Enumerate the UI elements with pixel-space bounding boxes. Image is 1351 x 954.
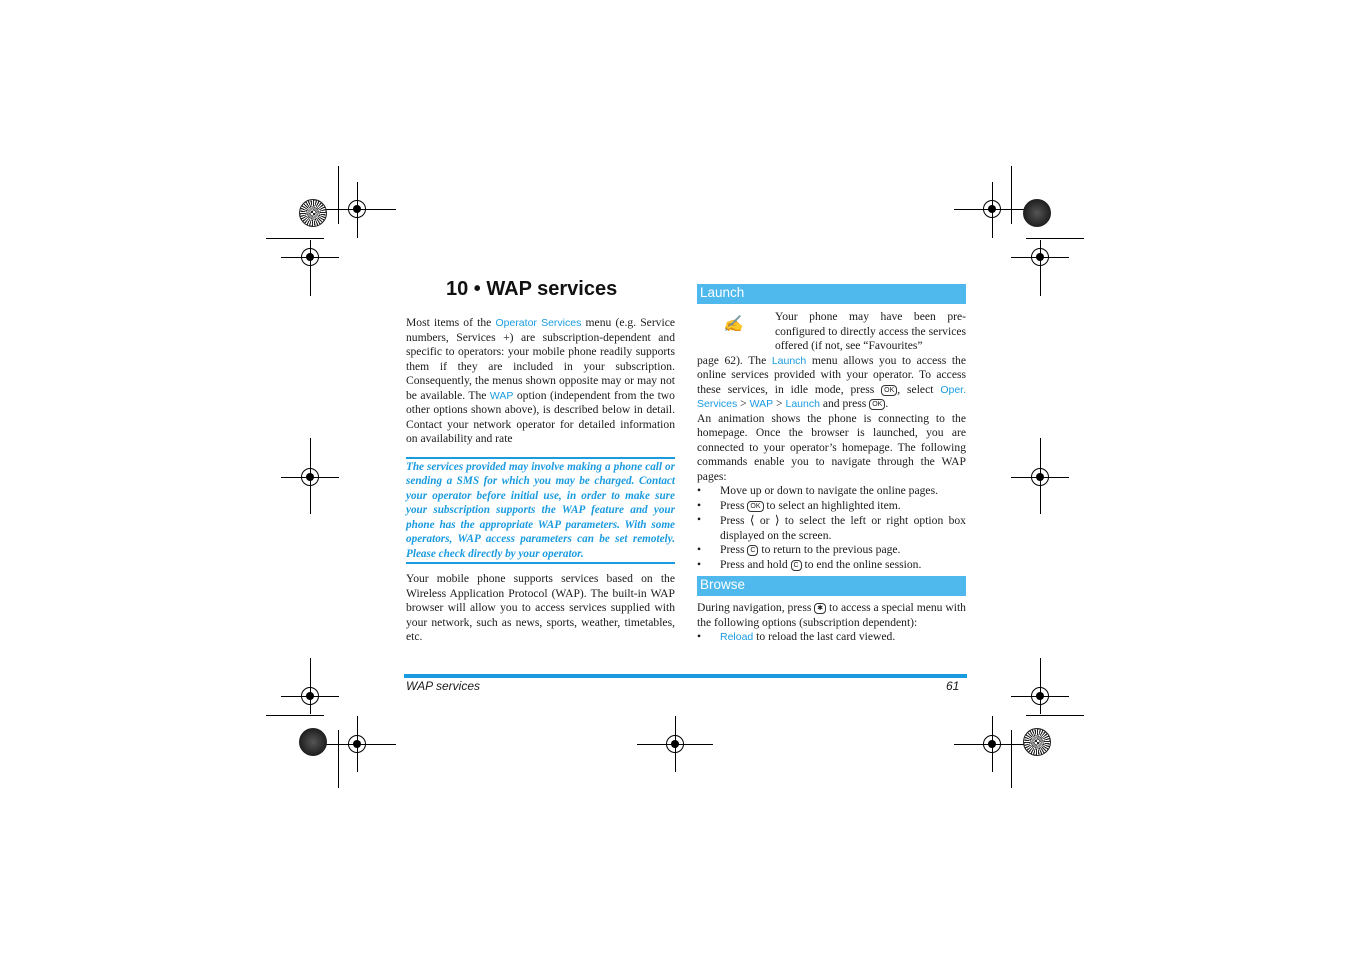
- registration-mark: [301, 468, 319, 486]
- browse-options-list: [697, 630, 966, 645]
- charges-note: The services provided may involve making a phone call or sending a SMS for which you may be charged. Contact your operator before initial use, in order to make sure your subscription supports the WAP feature and your phone has the appropriate WAP parameters. With some operators, WAP access parameters can be set remotely. Please check directly by your operator.: [406, 457, 675, 565]
- text: Press and hold: [720, 557, 791, 571]
- text: option (independent from the two other options shown above), is described below in detail. Contact your network operator for detailed information on availability and rate: [406, 388, 675, 445]
- text: page 62). The: [697, 353, 772, 367]
- text: and press: [819, 397, 870, 410]
- text: >: [737, 397, 750, 410]
- left-softkey-icon: ⟨: [749, 513, 755, 527]
- list-item: [697, 513, 966, 543]
- text: to select the left or right option box displayed on the screen.: [720, 514, 966, 542]
- text: to return to the previous page.: [758, 543, 901, 556]
- registration-mark: [301, 248, 319, 266]
- list-item: • Move up or down to navigate the online pages.: [697, 484, 966, 499]
- registration-mark: [1031, 468, 1049, 486]
- chapter-title: 10 • WAP services: [446, 278, 618, 300]
- registration-mark: [1031, 248, 1049, 266]
- registration-mark: [983, 735, 1001, 753]
- right-column: [697, 284, 966, 645]
- text: Press: [720, 514, 750, 527]
- registration-mark: [1031, 687, 1049, 705]
- wap-link[interactable]: WAP: [489, 389, 514, 402]
- list-item: [697, 558, 966, 573]
- text: During navigation, press: [697, 601, 815, 614]
- color-target-disc: [299, 199, 327, 227]
- footer-rule: [404, 674, 967, 678]
- intro-paragraph: [406, 316, 675, 447]
- registration-mark: [666, 735, 684, 753]
- reload-link[interactable]: Reload: [720, 631, 754, 643]
- text: or: [754, 514, 775, 527]
- list-item: [697, 543, 966, 558]
- text: Press: [720, 543, 748, 556]
- text: menu (e.g. Service numbers, Services +) are subscription-dependent and specific to operators: your mobile phone readily supports them if they are included in your subscription. Consequently, the menus shown opposite may or may not be available. The: [406, 316, 675, 402]
- wap-menu-link[interactable]: WAP: [749, 398, 774, 410]
- registration-mark: [348, 735, 366, 753]
- text: >: [773, 397, 786, 410]
- section-heading-browse: Browse: [697, 576, 966, 596]
- page-number: 61: [946, 679, 960, 693]
- text: menu allows you to access the online services provided with your operator. To access these services, in idle mode, press: [697, 353, 966, 396]
- clear-key-icon: C: [791, 560, 802, 571]
- text: Most items of the: [406, 316, 496, 329]
- list-item: [697, 499, 966, 514]
- color-target-disc: [299, 728, 327, 756]
- wap-description: Your mobile phone supports services based on the Wireless Application Protocol (WAP). The built-in WAP browser will allow you to access services supplied with your network, such as news, sports, weather, timetables, etc.: [406, 572, 675, 643]
- clear-key-icon: C: [747, 545, 758, 556]
- text: .: [885, 397, 889, 410]
- color-target-disc: [1023, 728, 1051, 756]
- navigation-commands-list: [697, 484, 966, 572]
- text: to access a special menu with the following options (subscription dependent):: [697, 601, 966, 629]
- text: Press: [720, 498, 748, 512]
- ok-key-icon: OK: [869, 399, 885, 410]
- launch-link[interactable]: Launch: [771, 354, 807, 367]
- footer-section-title: WAP services: [406, 679, 481, 693]
- registration-mark: [983, 200, 1001, 218]
- text: to select an highlighted item.: [763, 498, 901, 512]
- color-target-disc: [1023, 199, 1051, 227]
- browse-paragraph: [697, 601, 966, 630]
- left-column: [406, 316, 675, 645]
- operator-services-link[interactable]: Operator Services: [495, 317, 582, 329]
- list-item: [697, 630, 966, 645]
- oper-services-link[interactable]: Oper. Services: [697, 383, 966, 410]
- text: to end the online session.: [801, 557, 922, 571]
- text: to reload the last card viewed.: [753, 630, 896, 643]
- text: , select: [897, 382, 941, 396]
- ok-key-icon: OK: [747, 501, 763, 512]
- stylus-icon: ✍: [723, 316, 743, 333]
- registration-mark: [301, 687, 319, 705]
- launch-intro: [697, 310, 966, 354]
- launch-paragraph: [697, 354, 966, 412]
- launch-intro-indented: Your phone may have been pre-configured to directly access the services offered (if not, see “Favourites”: [775, 310, 966, 352]
- star-key-icon: ✱: [814, 603, 826, 614]
- section-heading-launch: Launch: [697, 284, 966, 304]
- animation-paragraph: An animation shows the phone is connecting to the homepage. Once the browser is launched, you are connected to your operator’s homepage. The following commands enable you to navigate through the WAP pages:: [697, 411, 966, 483]
- launch-menu-link[interactable]: Launch: [785, 398, 820, 410]
- right-softkey-icon: ⟩: [774, 513, 780, 527]
- ok-key-icon: OK: [881, 385, 897, 396]
- registration-mark: [348, 200, 366, 218]
